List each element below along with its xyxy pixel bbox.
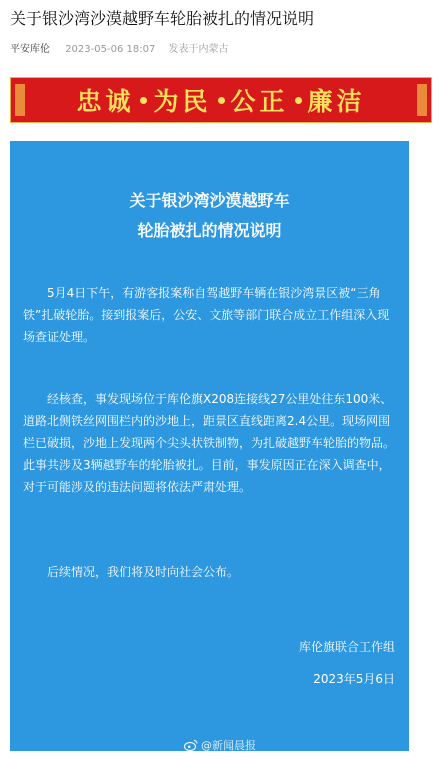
slogan-banner: [10, 77, 432, 123]
slogan-dot-icon: [140, 97, 147, 104]
slogan-word: 公正: [230, 87, 289, 116]
article-title: 关于银沙湾沙漠越野车轮胎被扎的情况说明: [10, 9, 315, 28]
slogan-word: 忠诚: [76, 87, 135, 116]
slogan-word: 为民: [153, 87, 212, 116]
weibo-icon: [184, 739, 198, 751]
author-link[interactable]: 平安库伦: [10, 44, 50, 55]
publish-location: 发表于内蒙古: [168, 44, 229, 55]
notice-title-line: 轮胎被扎的情况说明: [137, 221, 282, 240]
notice-paragraph: 5月4日下午，有游客报案称自驾越野车辆在银沙湾景区被“三角铁”扎破轮胎。接到报案后，公安、文旅等部门联合成立工作组深入现场查证处理。: [23, 286, 390, 344]
notice-image: [10, 141, 409, 751]
slogan-word: 廉洁: [307, 87, 366, 116]
notice-title-line: 关于银沙湾沙漠越野车: [129, 191, 290, 210]
notice-paragraph: 后续情况，我们将及时向社会公布。: [47, 565, 240, 579]
notice-title: [10, 186, 409, 246]
watermark: [184, 737, 256, 753]
watermark-text: @新闻晨报: [201, 739, 256, 752]
slogan-dot-icon: [295, 97, 302, 104]
notice-paragraph: 经核查，事发现场位于库伦旗X208连接线27公里处往东100米、道路北侧铁丝网围栏内的沙地上，距景区直线距离2.4公里。现场网围栏已破损，沙地上发现两个尖头状铁制物，为扎破越野车轮胎的物品。此事共涉及3辆越野车的轮胎被扎。目前，事发原因正在深入调查中，对于可能涉及的违法问题将依法严肃处理。: [23, 392, 396, 494]
notice-signature: 库伦旗联合工作组: [298, 640, 395, 654]
notice-date: 2023年5月6日: [313, 672, 395, 686]
banner-decoration-left: [15, 84, 25, 116]
banner-decoration-right: [417, 84, 427, 116]
article-meta: [10, 40, 229, 55]
publish-date: 2023-05-06 18:07: [65, 44, 156, 55]
slogan-dot-icon: [218, 97, 225, 104]
